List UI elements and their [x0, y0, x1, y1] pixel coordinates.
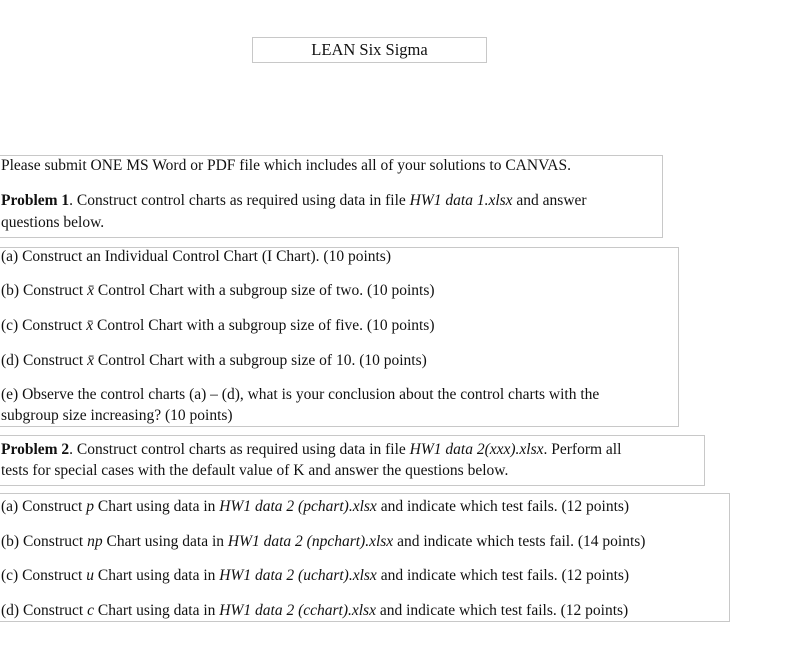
item-c-file: HW1 data 2 (uchart).xlsx — [219, 567, 377, 584]
item-c-prefix: (c) Construct — [1, 317, 87, 334]
item-c-middle: Chart using data in — [93, 567, 220, 584]
chart-symbol: p — [86, 498, 94, 515]
problem1-text-a: . Construct control charts as required using data in file — [69, 192, 410, 209]
item-b-suffix: Control Chart with a subgroup size of two. (10 points) — [94, 282, 435, 299]
problem1-text-b: and answer — [512, 192, 587, 209]
problem2-item-d — [1, 602, 628, 620]
problem2-item-c — [1, 567, 629, 585]
item-b-middle: Chart using data in — [102, 533, 228, 550]
xbar-symbol: x̄ — [87, 352, 94, 369]
problem1-heading-line1 — [1, 192, 587, 210]
problem2-heading-line2: tests for special cases with the default value of K and answer the questions below. — [1, 462, 509, 479]
item-b-suffix: and indicate which tests fail. (14 points) — [393, 533, 646, 550]
problem2-heading-line1 — [1, 441, 621, 459]
document-title: LEAN Six Sigma — [311, 40, 428, 59]
item-d-prefix: (d) Construct — [1, 352, 88, 369]
item-a-prefix: (a) Construct — [1, 498, 87, 515]
xbar-symbol: x̄ — [87, 282, 94, 299]
problem2-item-a — [1, 498, 629, 516]
problem2-items-box — [0, 493, 730, 622]
problem2-text-b: . Perform all — [543, 441, 622, 458]
item-d-middle: Chart using data in — [94, 602, 220, 619]
problem1-items-box — [0, 247, 679, 427]
chart-symbol: c — [87, 602, 94, 619]
item-b-file: HW1 data 2 (npchart).xlsx — [227, 533, 394, 550]
item-b-prefix: (b) Construct — [1, 533, 88, 550]
item-d-suffix: and indicate which test fails. (12 points) — [375, 602, 629, 619]
problem1-item-d — [1, 352, 427, 370]
title-box — [252, 37, 487, 63]
problem1-item-a: (a) Construct an Individual Control Chart (I Chart). (10 points) — [1, 248, 392, 265]
item-d-prefix: (d) Construct — [1, 602, 88, 619]
intro-text: Please submit ONE MS Word or PDF file which includes all of your solutions to CANVAS. — [1, 157, 571, 174]
item-d-suffix: Control Chart with a subgroup size of 10. (10 points) — [94, 352, 427, 369]
problem1-item-b — [1, 282, 435, 300]
item-c-prefix: (c) Construct — [1, 567, 87, 584]
item-b-prefix: (b) Construct — [1, 282, 88, 299]
problem2-text-a: . Construct control charts as required using data in file — [69, 441, 410, 458]
intro-box — [0, 155, 663, 238]
problem1-heading-line2: questions below. — [1, 214, 105, 231]
problem1-item-c — [1, 317, 435, 335]
item-c-suffix: Control Chart with a subgroup size of five. (10 points) — [93, 317, 435, 334]
chart-symbol: u — [86, 567, 94, 584]
item-c-suffix: and indicate which test fails. (12 points) — [376, 567, 630, 584]
problem2-item-b — [1, 533, 645, 551]
problem2-label: Problem 2 — [1, 441, 70, 458]
problem1-item-e-line1: (e) Observe the control charts (a) – (d), what is your conclusion about the control charts with the — [1, 386, 600, 403]
xbar-symbol: x̄ — [86, 317, 94, 334]
problem2-file: HW1 data 2(xxx).xlsx — [409, 441, 544, 458]
item-a-middle: Chart using data in — [93, 498, 220, 515]
chart-symbol: np — [87, 533, 103, 550]
problem1-item-e-line2: subgroup size increasing? (10 points) — [1, 407, 233, 424]
problem1-file: HW1 data 1.xlsx — [409, 192, 513, 209]
item-a-file: HW1 data 2 (pchart).xlsx — [219, 498, 377, 515]
problem1-label: Problem 1 — [1, 192, 70, 209]
problem2-heading-box — [0, 435, 705, 486]
item-a-suffix: and indicate which test fails. (12 points) — [376, 498, 630, 515]
item-d-file: HW1 data 2 (cchart).xlsx — [219, 602, 376, 619]
